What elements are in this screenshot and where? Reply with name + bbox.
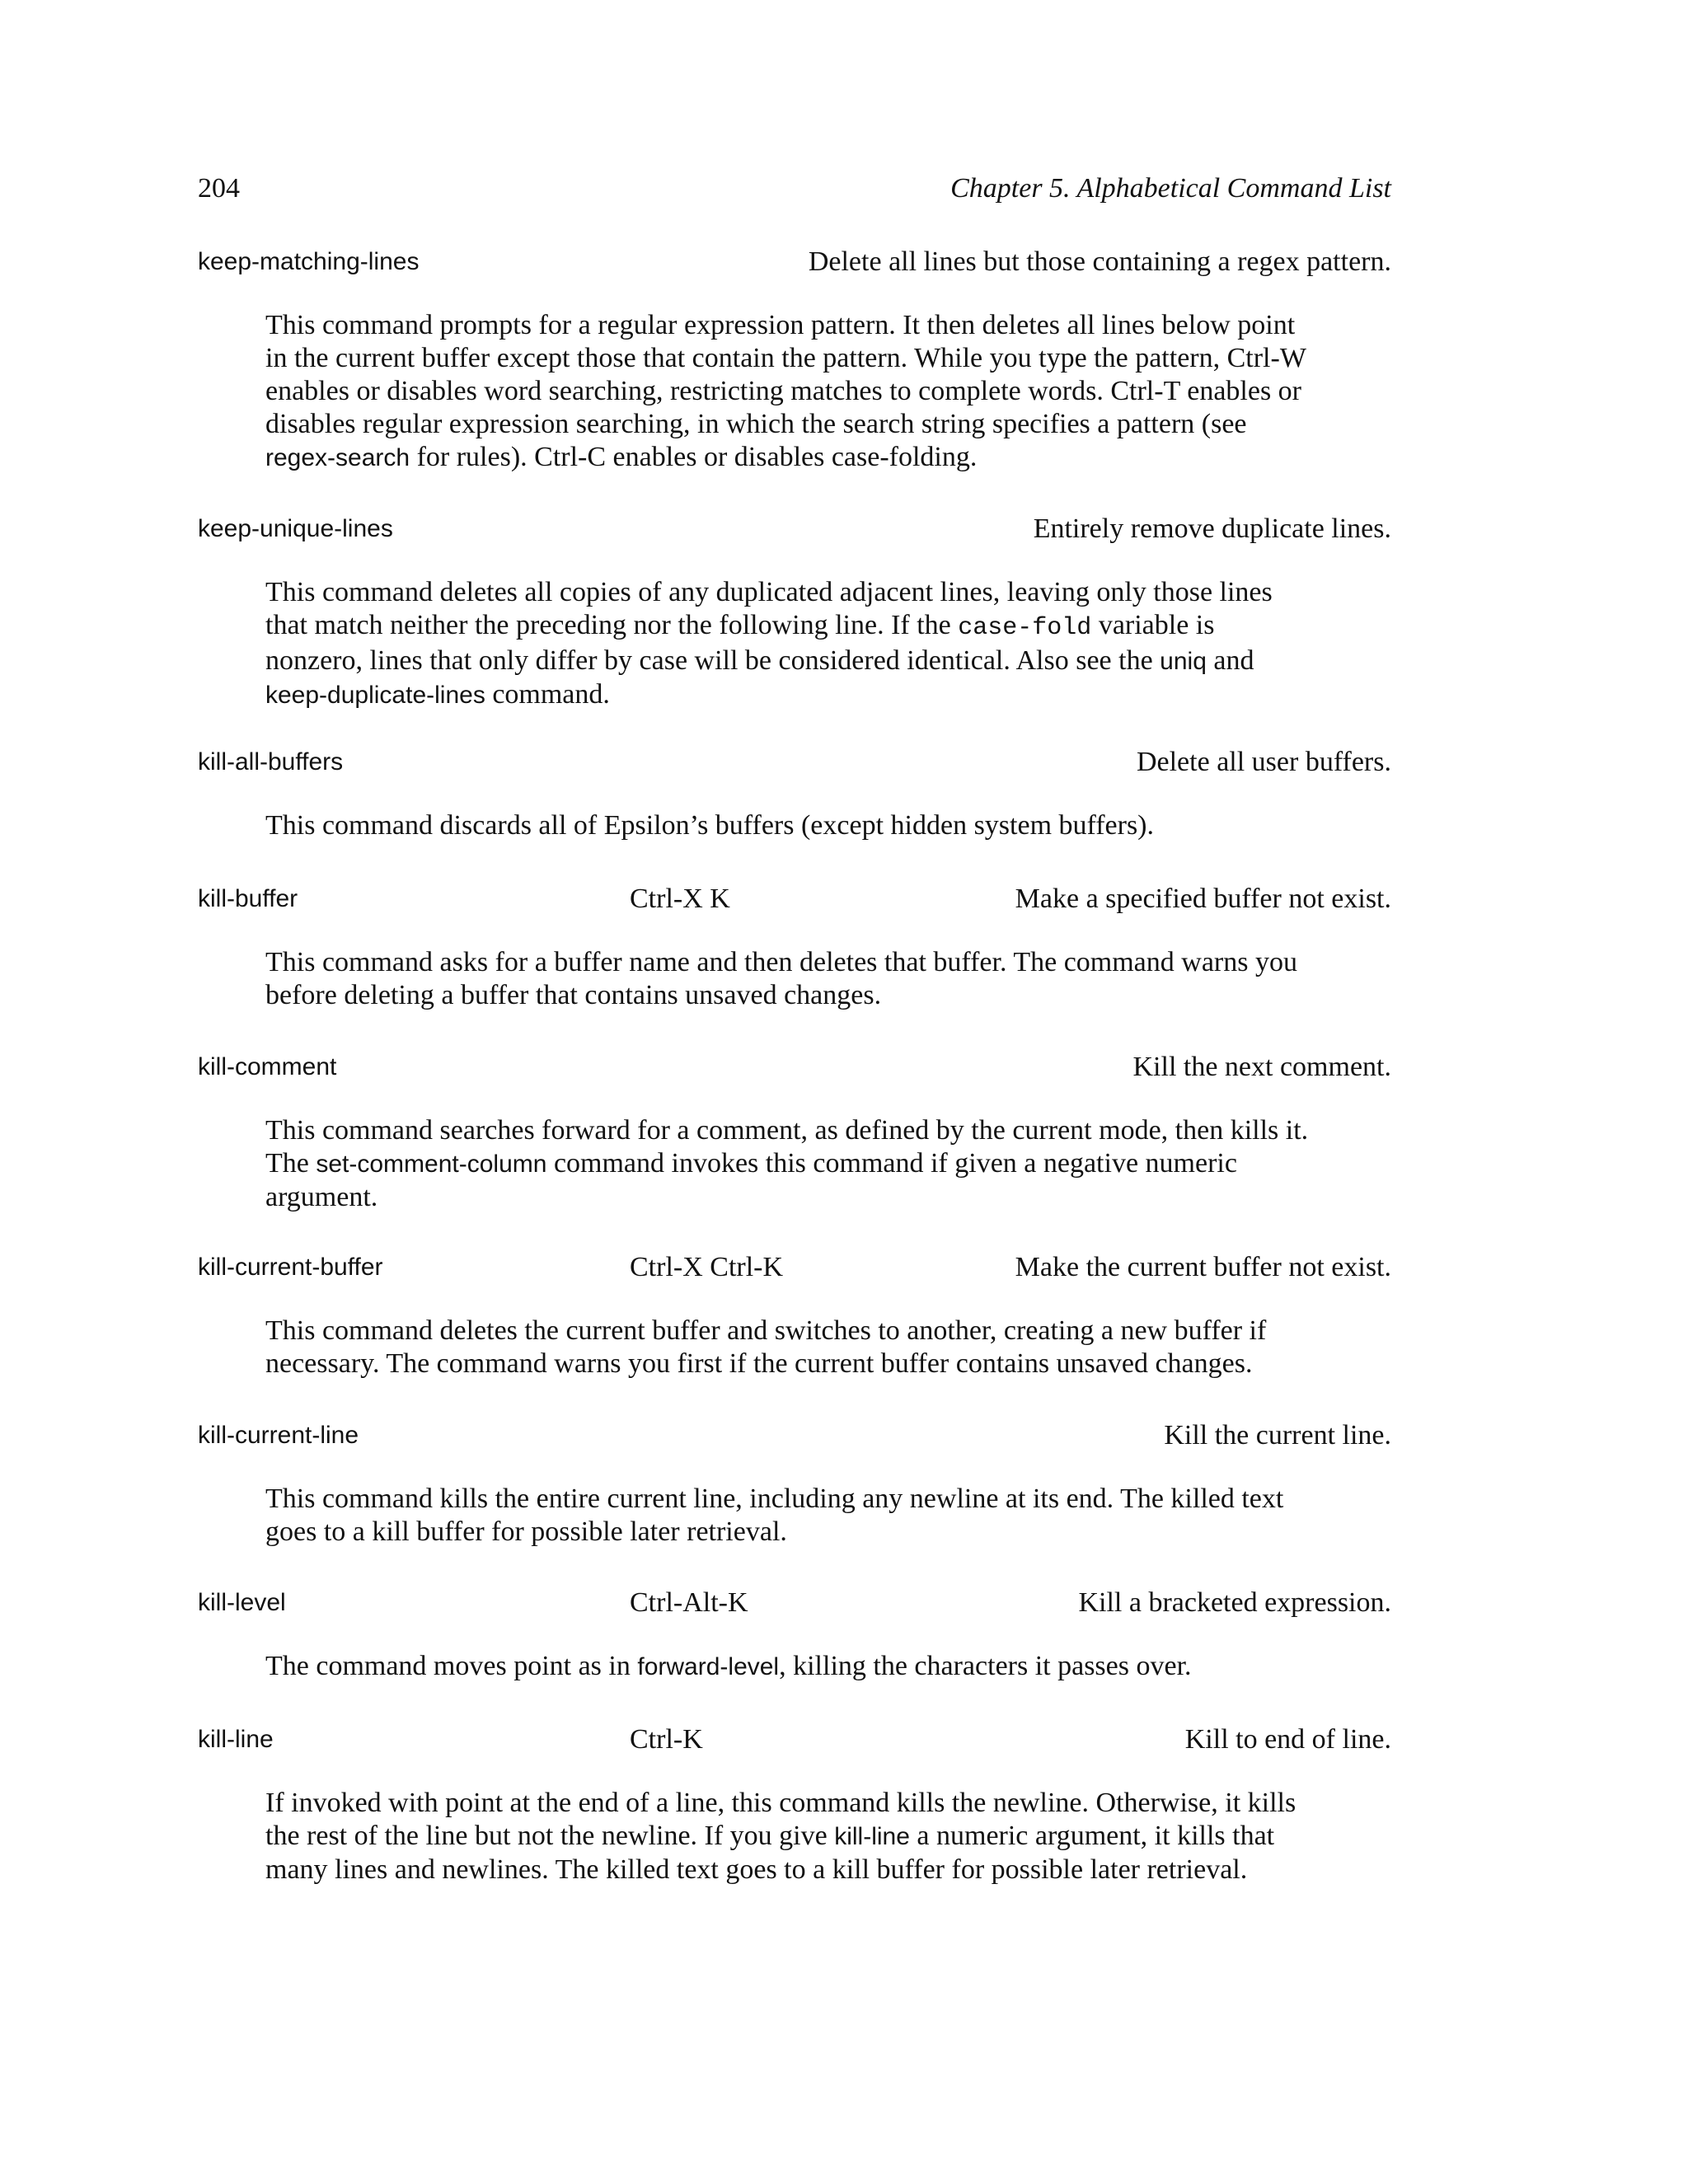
entry-heading (198, 241, 1391, 283)
command-entry-kill-current-buffer (198, 1247, 1391, 1380)
command-reference: set-comment-column (316, 1151, 547, 1178)
key-binding: Ctrl-Alt-K (630, 1587, 748, 1618)
command-summary: Kill a bracketed expression. (1078, 1587, 1391, 1618)
description-text: This command discards all of Epsilon’s buffers (except hidden system buffers). (265, 810, 1155, 841)
command-description (265, 1315, 1312, 1380)
entry-heading (198, 1247, 1391, 1288)
description-text: This command deletes the current buffer and switches to another, creating a new buffer if necessary. The command warns you first if the current buffer contains unsaved changes. (265, 1315, 1267, 1379)
key-binding: Ctrl-X K (630, 883, 730, 914)
description-text: This command kills the entire current line, including any newline at its end. The killed text goes to a kill buffer for possible later retrieval. (265, 1483, 1284, 1547)
command-description (265, 1787, 1312, 1886)
command-summary: Kill the next comment. (1132, 1052, 1391, 1082)
entry-heading (198, 1582, 1391, 1624)
command-reference: forward-level (637, 1653, 780, 1680)
description-text: , killing the characters it passes over. (779, 1651, 1192, 1681)
command-summary: Kill to end of line. (1184, 1724, 1391, 1755)
command-name: keep-matching-lines (198, 248, 420, 275)
command-reference: uniq (1160, 648, 1207, 675)
description-text: command invokes this command if given a negative numeric argument. (265, 1148, 1237, 1212)
key-binding: Ctrl-K (630, 1724, 703, 1755)
command-summary: Delete all lines but those containing a regex pattern. (808, 246, 1391, 277)
command-name: kill-current-line (198, 1422, 359, 1449)
command-summary: Make a specified buffer not exist. (1015, 883, 1391, 914)
description-text: If invoked with point at the end of a line, this command kills the newline. Otherwise, it kills the rest of the line but not the newline. If you give (265, 1788, 1296, 1851)
command-entry-kill-level (198, 1582, 1391, 1684)
command-summary: Kill the current line. (1164, 1420, 1391, 1451)
description-text: variable is nonzero, lines that only differ by case will be considered identical. Also see the (265, 610, 1215, 676)
command-name: kill-buffer (198, 885, 298, 912)
command-entry-kill-all-buffers (198, 742, 1391, 842)
description-text: a numeric argument, it kills that many lines and newlines. The killed text goes to a kill buffer for possible later retrieval. (265, 1821, 1275, 1885)
entry-heading (198, 1415, 1391, 1456)
description-text: This command deletes all copies of any duplicated adjacent lines, leaving only those lines that match neither the preceding nor the following line. If the (265, 577, 1273, 640)
entry-heading (198, 879, 1391, 920)
description-text: This command prompts for a regular expression pattern. It then deletes all lines below point in the current buffer except those that contain the pattern. While you type the pattern, Ctrl-W enables or disables word searching, restricting matches to complete words. Ctrl-T enables or disables regular expression searching, in which the search string specifies a pattern (see (265, 310, 1306, 439)
entry-heading (198, 1719, 1391, 1760)
command-reference: keep-duplicate-lines (265, 682, 485, 709)
description-text: The command moves point as in (265, 1651, 638, 1681)
command-reference: kill-line (834, 1823, 910, 1850)
command-summary: Delete all user buffers. (1136, 747, 1391, 777)
command-name: kill-comment (198, 1053, 337, 1080)
variable-reference: case-fold (958, 614, 1092, 642)
page-number: 204 (198, 173, 240, 204)
chapter-title: Chapter 5. Alphabetical Command List (950, 173, 1391, 204)
key-binding: Ctrl-X Ctrl-K (630, 1252, 784, 1282)
entry-heading (198, 509, 1391, 550)
command-summary: Entirely remove duplicate lines. (1033, 513, 1391, 544)
description-text: This command searches forward for a comment, as defined by the current mode, then kills it. The (265, 1115, 1309, 1179)
command-entry-kill-buffer (198, 879, 1391, 1012)
page-header (198, 168, 1391, 209)
description-text: and (1206, 645, 1254, 676)
description-text: command. (485, 679, 610, 710)
command-entry-keep-matching-lines (198, 241, 1391, 475)
command-description (265, 576, 1312, 712)
command-name: kill-all-buffers (198, 748, 344, 776)
command-name: kill-level (198, 1589, 286, 1616)
command-description (265, 946, 1312, 1012)
command-description (265, 1114, 1312, 1214)
description-text: This command asks for a buffer name and then deletes that buffer. The command warns you before deleting a buffer that contains unsaved changes. (265, 947, 1297, 1010)
command-name: kill-current-buffer (198, 1254, 383, 1281)
command-name: keep-unique-lines (198, 515, 393, 542)
command-name: kill-line (198, 1726, 274, 1753)
command-reference: regex-search (265, 444, 410, 471)
command-description (265, 1650, 1312, 1684)
command-entry-keep-unique-lines (198, 509, 1391, 712)
command-entry-kill-comment (198, 1047, 1391, 1214)
entry-heading (198, 742, 1391, 783)
command-description (265, 809, 1312, 842)
command-entry-kill-line (198, 1719, 1391, 1886)
description-text: for rules). Ctrl-C enables or disables case-folding. (410, 442, 978, 472)
command-description (265, 1483, 1312, 1549)
command-entry-kill-current-line (198, 1415, 1391, 1549)
entry-heading (198, 1047, 1391, 1088)
command-description (265, 309, 1312, 475)
command-summary: Make the current buffer not exist. (1015, 1252, 1391, 1282)
